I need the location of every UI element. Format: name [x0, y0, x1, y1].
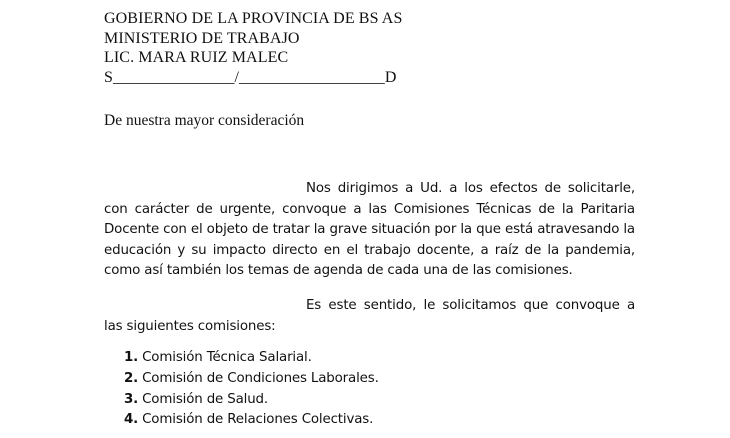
list-item-number: 1. — [124, 350, 139, 365]
letter-greeting: De nuestra mayor consideración — [104, 112, 305, 129]
list-item-text: Comisión de Salud. — [142, 391, 269, 407]
list-item — [124, 390, 379, 411]
list-item — [124, 410, 379, 431]
paragraph-commissions-intro-text: Es este sentido, le solicitamos que convoque a las siguientes comisiones: — [104, 298, 635, 334]
list-item-number: 2. — [124, 370, 139, 386]
list-item-text: Comisión Técnica Salarial. — [142, 350, 312, 365]
list-item — [124, 369, 379, 390]
paragraph-request — [104, 179, 635, 282]
commissions-list — [124, 348, 379, 431]
paragraph-commissions-intro — [104, 296, 635, 337]
paragraph-request-text: Nos dirigimos a Ud. a los efectos de solicitarle, con carácter de urgente, convoque a las Comisiones Técnicas de la Paritaria Docente con el objeto de tratar la grave situación por la que está atravesando la educación y su impacto directo en el trabajo docente, a raíz de la pandemia, como así también los temas de agenda de cada una de las comisiones. — [104, 181, 635, 278]
list-item-number: 4. — [124, 412, 139, 428]
recipient-address-line: S_______________/__________________D — [104, 68, 397, 86]
letter-header — [104, 9, 402, 87]
list-item-text: Comisión de Condiciones Laborales. — [142, 370, 379, 386]
list-item-text: Comisión de Relaciones Colectivas. — [142, 412, 374, 428]
list-item — [124, 348, 379, 369]
recipient-name: LIC. MARA RUIZ MALEC — [104, 49, 289, 66]
recipient-ministry: MINISTERIO DE TRABAJO — [104, 29, 300, 47]
recipient-government: GOBIERNO DE LA PROVINCIA DE BS AS — [104, 10, 403, 27]
list-item-number: 3. — [124, 391, 139, 407]
